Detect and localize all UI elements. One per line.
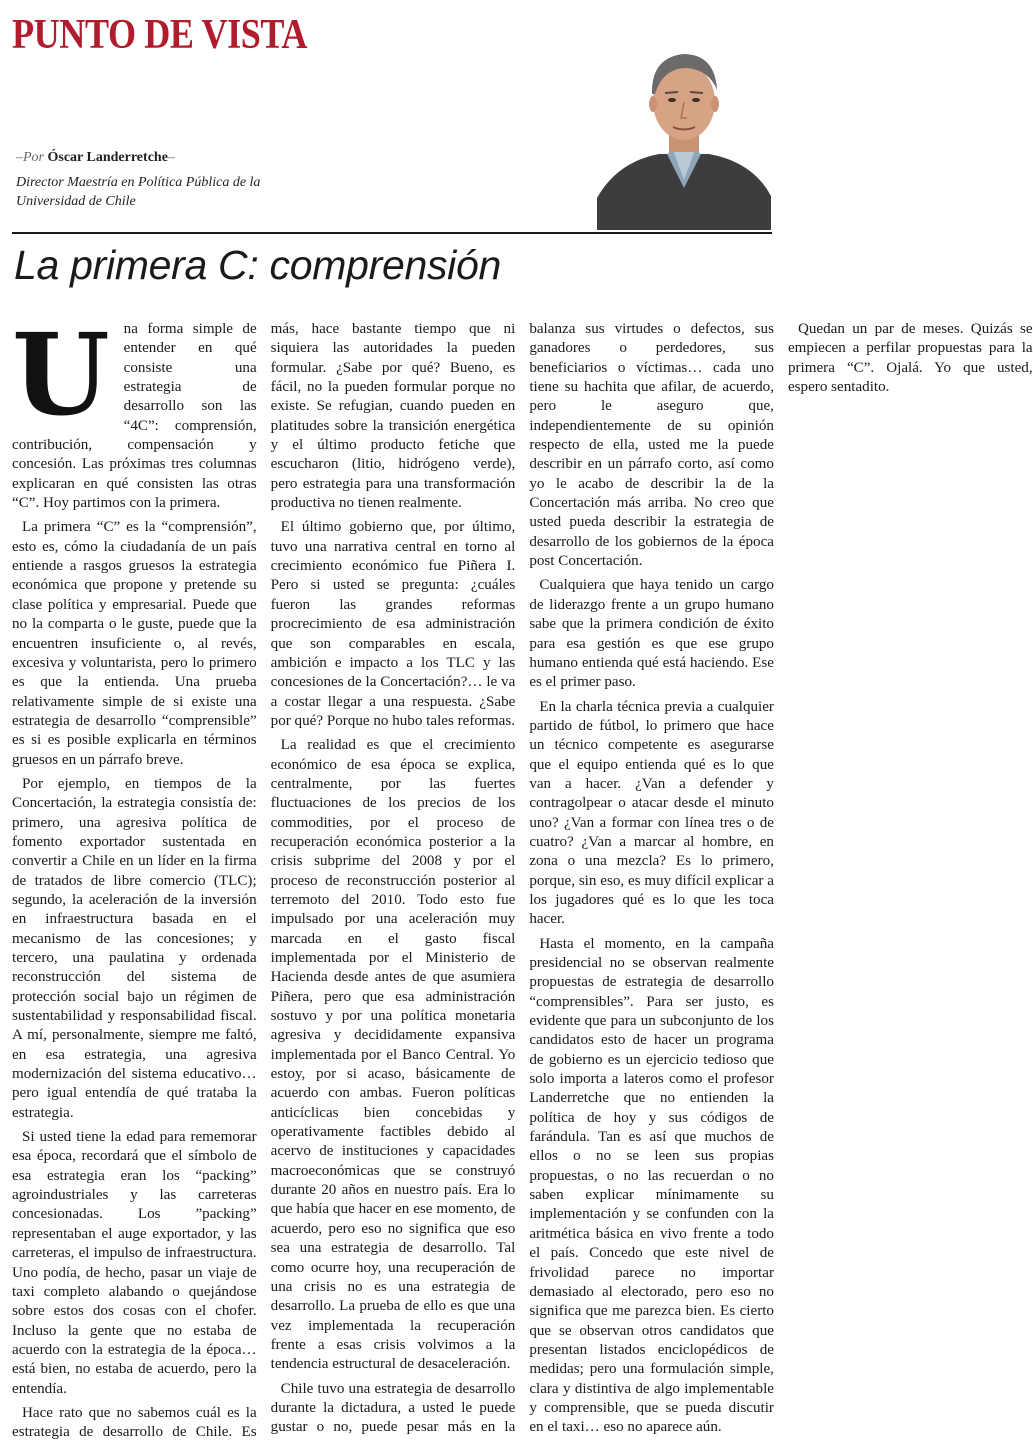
- headline: La primera C: comprensión: [14, 242, 501, 288]
- byline-suffix: –: [167, 150, 175, 165]
- paragraph: Por ejemplo, en tiempos de la Concertación, la estrategia consistía de: primero, una agresiva política de fomento exportador sustentada en convertir a Chile en un líder en la firma de tratados de libre comercio (TLC); segundo, la aceleración de la inversión en infraestructura basada en el mecanismo de las concesiones; y tercero, una paulatina y ordenada reconstrucción del sistema de protección social bajo un régimen de sustentabilidad y responsabilidad fiscal. A mí, personalmente, siempre me faltó, en esa estrategia, una agresiva modernización del sistema educativo… pero igual entendía de qué trataba la estrategia.: [12, 775, 257, 1121]
- article-body: [12, 310, 1033, 1445]
- paragraph: Quedan un par de meses. Quizás se empiecen a perfilar propuestas para la primera “C”. Ojalá. Yo que usted, espero sentadito.: [787, 321, 1033, 396]
- paragraph: Hace rato que no sabemos cuál es la estrategia de desarrollo de Chile. Es más, hace bastante tiempo que ni siquiera las autoridades la pueden formular. ¿Sabe por qué? Bueno, es fácil, no la pueden formular porque no existe. Se refugian, cuando pueden en platitudes sobre la transición energética y el último producto fetiche que escucharon (litio, hidrógeno verde), pero estrategia para una transformación productiva no tienen realmente.: [12, 321, 516, 1441]
- paragraph: Cualquiera que haya tenido un cargo de liderazgo frente a un grupo humano sabe que la primera condición de éxito para esa gestión es que ese grupo humano entienda qué está haciendo. Ese es el primer paso.: [529, 577, 774, 691]
- paragraph: La primera “C” es la “comprensión”, esto es, cómo la ciudadanía de un país entiende a rasgos gruesos la estrategia económica que propone y pretende su clase política y empresarial. Puede que no la comparta o le guste, puede que la encuentren insuficiente o, al revés, excesiva y voluntarista, pero lo primero es que la entienda. Una prueba relativamente simple de si existe una estrategia de desarrollo “comprensible” es si es posible explicarla en términos gruesos en un párrafo breve.: [12, 519, 257, 768]
- paragraph: Chile tuvo una estrategia de desarrollo durante la dictadura, a usted le puede gustar o no, puede pesar más en la balanza sus virtudes o defectos, sus ganadores o perdedores, sus beneficiarios o víctimas… cada uno tiene su hachita que afilar, de acuerdo, pero le aseguro que, independientemente de su opinión respecto de ella, usted me la puede describir en un párrafo corto, así como yo le acabo de describir la de la Concertación más arriba. No creo que usted pueda describir la estrategia de desarrollo de los gobiernos de la época post Concertación.: [270, 321, 774, 1436]
- author-name: Óscar Landerretche: [47, 150, 168, 165]
- author-portrait-icon: [597, 30, 771, 230]
- paragraph: La realidad es que el crecimiento económico de esa época se explica, centralmente, por las fuertes fluctuaciones de los precios de los commodities, por el proceso de recuperación económica posterior a la crisis subprime del 2008 y por el proceso de reconstrucción posterior al terremoto del 2010. Todo esto fue impulsado por una aceleración muy marcada en el gasto fiscal implementada por el Ministerio de Hacienda desde antes de que asumiera Piñera, pero que esa administración sostuvo y por una política monetaria agresiva y decididamente expansiva implementada por el Banco Central. Yo estoy, por si acaso, básicamente de acuerdo con ambas. Fueron políticas anticíclicas bien concebidas y operativamente factibles debido al acervo de instituciones y capacidades macroeconómicas que se construyó durante 20 años en nuestro país. Era lo que había que hacer en ese momento, de acuerdo, pero eso no significa que eso sea una estrategia de desarrollo. Tal como ocurre hoy, una recuperación de una crisis no es una estrategia de desarrollo. La prueba de ello es que una vez implementada la recuperación frente a esas crisis volvimos a la tendencia estructural de desaceleración.: [270, 737, 516, 1373]
- drop-cap: U: [12, 310, 110, 441]
- author-role: Director Maestría en Política Pública de la Universidad de Chile: [16, 175, 261, 209]
- section-title: PUNTO DE VISTA: [12, 12, 308, 58]
- paragraph: Si usted tiene la edad para rememorar esa época, recordará que el símbolo de esa estrategia eran los “packing” agroindustriales y las carreteras concesionadas. Los ”packing” representaban el auge exportador, y las carreteras, el impulso de infraestructura. Uno podía, de hecho, pasar un viaje de taxi completo alabando o quejándose sobre estos dos cosas con el chofer. Incluso la gente que no estaba de acuerdo con la estrategia de la época… está bien, no estaba de acuerdo, pero la entendía.: [12, 1129, 257, 1397]
- byline-prefix: –Por: [16, 150, 48, 165]
- paragraph: El último gobierno que, por último, tuvo una narrativa central en torno al crecimiento económico fue Piñera I. Pero si usted se pregunta: ¿cuáles fueron las grandes reformas procrecimiento de esa administración que son comparables en escala, ambición e impacto a los TLC y las concesiones de la Concertación?… le va a costar llegar a una respuesta. ¿Sabe por qué? Porque no hubo tales reformas.: [270, 519, 516, 729]
- paragraph: Hasta el momento, en la campaña presidencial no se observan realmente propuestas de estrategia de desarrollo “comprensibles”. Para ser justo, es evidente que para un subconjunto de los candidatos esto de hacer un programa de gobierno es un ejercicio tedioso que solo importa a lateros como el profesor Landerretche que no entienden la política de hoy y sus códigos de farándula. Tan es así que muchos de ellos o no se leen sus propias propuestas, o no las recuerdan o no saben explicar mínimamente su implementación y se confunden con la aritmética básica en vivo frente a todo el país. Concedo que este nivel de frivolidad parece no importar demasiado al electorado, pero eso no significa que me parezca bien. Es cierto que se observan otros candidatos que presentan listados enciclopédicos de medidas; pero una formulación simple, clara y distintiva de algo implementable y comprensible, que se pueda discutir en el taxi… eso no aparece aún.: [529, 935, 774, 1436]
- header-rule: [12, 232, 772, 234]
- byline: [16, 150, 175, 166]
- paragraph-1: [12, 310, 257, 513]
- paragraph: En la charla técnica previa a cualquier partido de fútbol, lo primero que hace un técnico competente es asegurarse que el equipo entienda qué es lo que van a hacer. ¿Van a defender y contragolpear o atacar desde el minuto uno? ¿Van a formar con línea tres o de cuatro? ¿Van a marcar al hombre, en zona o una mezcla? Es lo primero, porque, sin eso, es muy difícil explicar a los jugadores qué es lo que les toca hacer.: [529, 698, 774, 928]
- paragraph-1-text: na forma simple de entender en qué consiste una estrategia de desarrollo son las “4C”: comprensión, contribución, compensación y concesión. Las próximas tres columnas explicaran en qué consisten las otras “C”. Hoy partimos con la primera.: [12, 321, 257, 512]
